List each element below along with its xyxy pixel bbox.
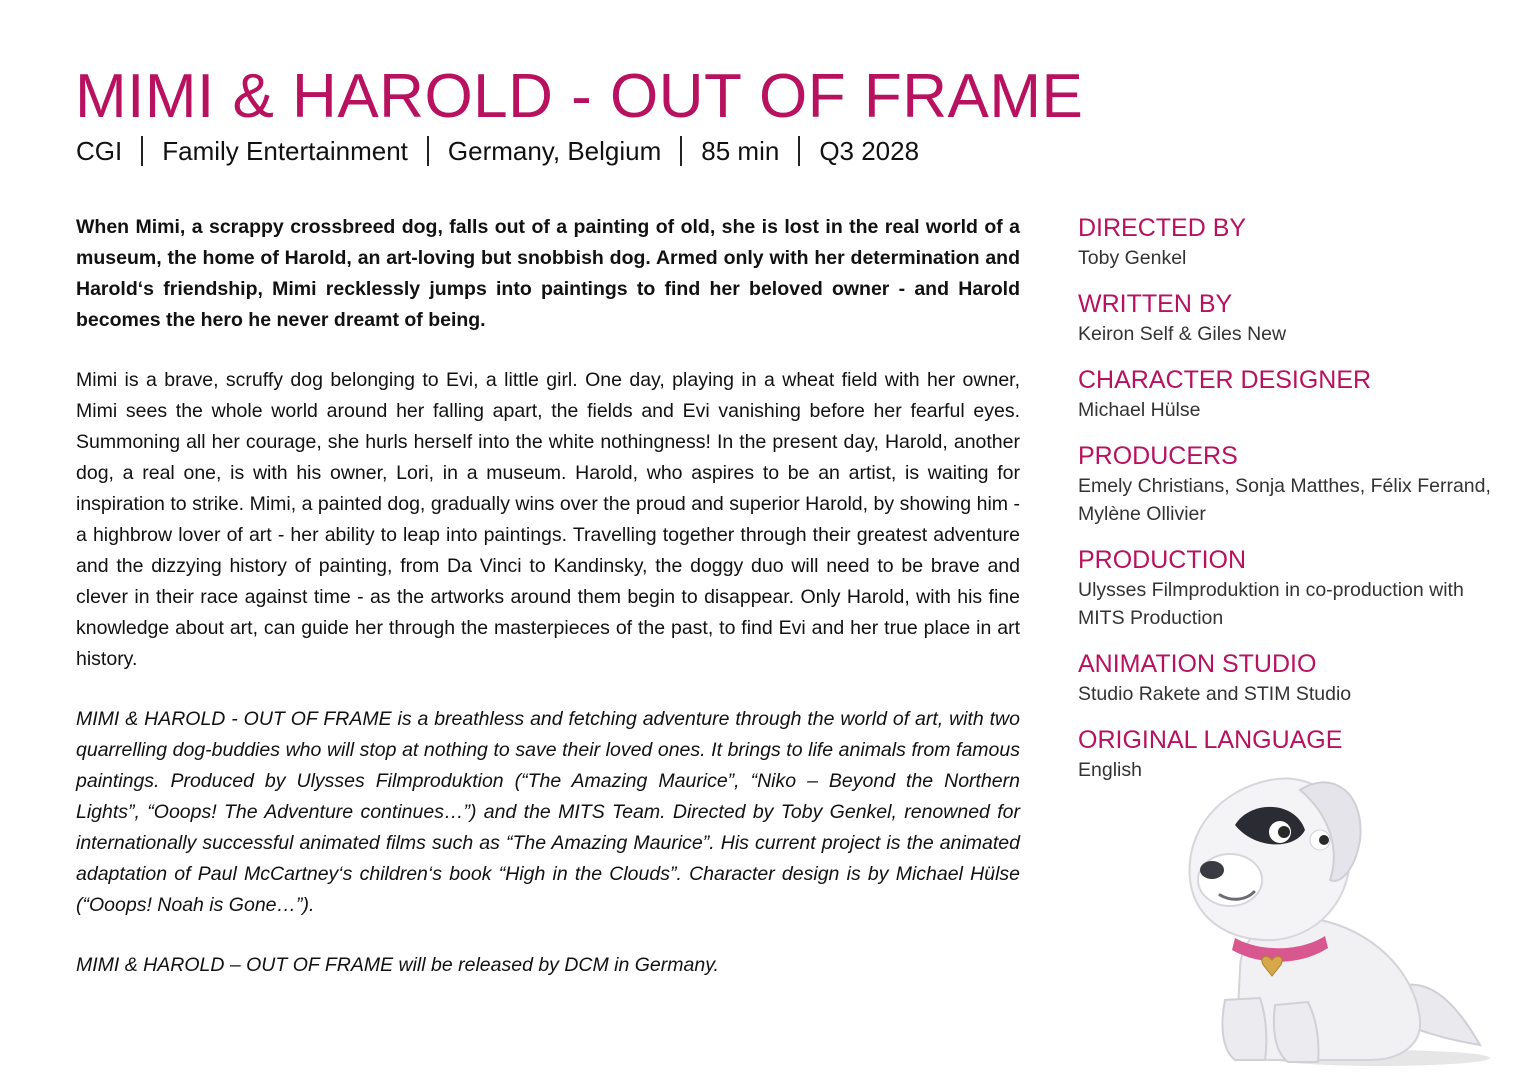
meta-technique: CGI bbox=[76, 135, 123, 166]
meta-countries: Germany, Belgium bbox=[447, 135, 662, 166]
credit-heading: DIRECTED BY bbox=[1078, 214, 1247, 242]
dog-front-leg bbox=[1274, 1002, 1319, 1062]
credit-value: Ulysses Filmproduktion in co-production with MITS Production bbox=[1078, 579, 1464, 629]
meta-separator bbox=[427, 136, 429, 166]
meta-separator bbox=[798, 136, 800, 166]
credit-heading: PRODUCERS bbox=[1078, 442, 1238, 470]
dog-pupil bbox=[1319, 835, 1329, 845]
credit-character-designer bbox=[1078, 364, 1498, 424]
meta-release-quarter: Q3 2028 bbox=[819, 135, 920, 166]
credit-directed-by bbox=[1078, 212, 1498, 272]
credit-heading: WRITTEN BY bbox=[1078, 290, 1233, 318]
synopsis-paragraph: Mimi is a brave, scruffy dog belonging to Evi, a little girl. One day, playing in a wheat field with her owner, Mimi sees the whole world around her falling apart, the fields and Evi vanishing before her fearful eyes. Summoning all her courage, she hurls herself into the white nothingness! In the present day, Harold, another dog, a real one, is with his owner, Lori, in a museum. Harold, who aspires to be an artist, is waiting for inspiration to strike. Mimi, a painted dog, gradually wins over the proud and superior Harold, by showing him - a highbrow lover of art - her ability to leap into paintings. Travelling together through their greatest adventure and the dizzying history of painting, from Da Vinci to Kandinsky, the doggy duo will need to be brave and clever in their race against time - as the artworks around them begin to disappear. Only Harold, with his fine knowledge about art, can guide her through the masterpieces of the past, to find Evi and her true place in art history. bbox=[76, 369, 1020, 670]
dog-pupil bbox=[1278, 826, 1290, 838]
dog-illustration bbox=[1180, 770, 1500, 1070]
credit-heading: CHARACTER DESIGNER bbox=[1078, 366, 1372, 394]
logline-paragraph: When Mimi, a scrappy crossbreed dog, falls out of a painting of old, she is lost in the real world of a museum, the home of Harold, an art-loving but snobbish dog. Armed only with her determination and Harold‘s friendship, Mimi recklessly jumps into paintings to find her beloved owner - and Harold becomes the hero he never dreamt of being. bbox=[76, 216, 1020, 331]
credit-heading: PRODUCTION bbox=[1078, 546, 1247, 574]
release-paragraph: MIMI & HAROLD – OUT OF FRAME will be released by DCM in Germany. bbox=[76, 954, 719, 976]
credit-value: Toby Genkel bbox=[1078, 247, 1187, 269]
meta-separator bbox=[141, 136, 143, 166]
page-title: MIMI & HAROLD - OUT OF FRAME bbox=[75, 62, 1084, 131]
credit-value: English bbox=[1078, 759, 1142, 781]
credits-sidebar bbox=[1078, 212, 1498, 800]
credit-value: Studio Rakete and STIM Studio bbox=[1078, 683, 1352, 705]
dog-front-leg bbox=[1222, 998, 1266, 1060]
credit-value: Emely Christians, Sonja Matthes, Félix Ferrand, Mylène Ollivier bbox=[1078, 475, 1491, 525]
credit-value: Keiron Self & Giles New bbox=[1078, 323, 1287, 345]
credit-producers bbox=[1078, 440, 1498, 528]
credit-written-by bbox=[1078, 288, 1498, 348]
synopsis-column bbox=[76, 212, 1020, 1010]
meta-runtime: 85 min bbox=[701, 135, 780, 166]
meta-genre: Family Entertainment bbox=[162, 135, 408, 166]
credit-heading: ORIGINAL LANGUAGE bbox=[1078, 726, 1343, 754]
dog-nose bbox=[1200, 861, 1224, 879]
credit-production bbox=[1078, 544, 1498, 632]
about-paragraph: MIMI & HAROLD - OUT OF FRAME is a breathless and fetching adventure through the world of art, with two quarrelling dog-buddies who will stop at nothing to save their loved ones. It brings to life animals from famous paintings. Produced by Ulysses Filmproduktion (“The Amazing Maurice”, “Niko – Beyond the Northern Lights”, “Ooops! The Adventure continues…”) and the MITS Team. Directed by Toby Genkel, renowned for internationally successful animated films such as “The Amazing Maurice”. His current project is the animated adaptation of Paul McCartney‘s children‘s book “High in the Clouds”. Character design is by Michael Hülse (“Ooops! Noah is Gone…”). bbox=[76, 708, 1020, 916]
credit-heading: ANIMATION STUDIO bbox=[1078, 650, 1317, 678]
credit-value: Michael Hülse bbox=[1078, 399, 1201, 421]
film-meta-line bbox=[76, 134, 919, 168]
credit-animation-studio bbox=[1078, 648, 1498, 708]
meta-separator bbox=[680, 136, 682, 166]
